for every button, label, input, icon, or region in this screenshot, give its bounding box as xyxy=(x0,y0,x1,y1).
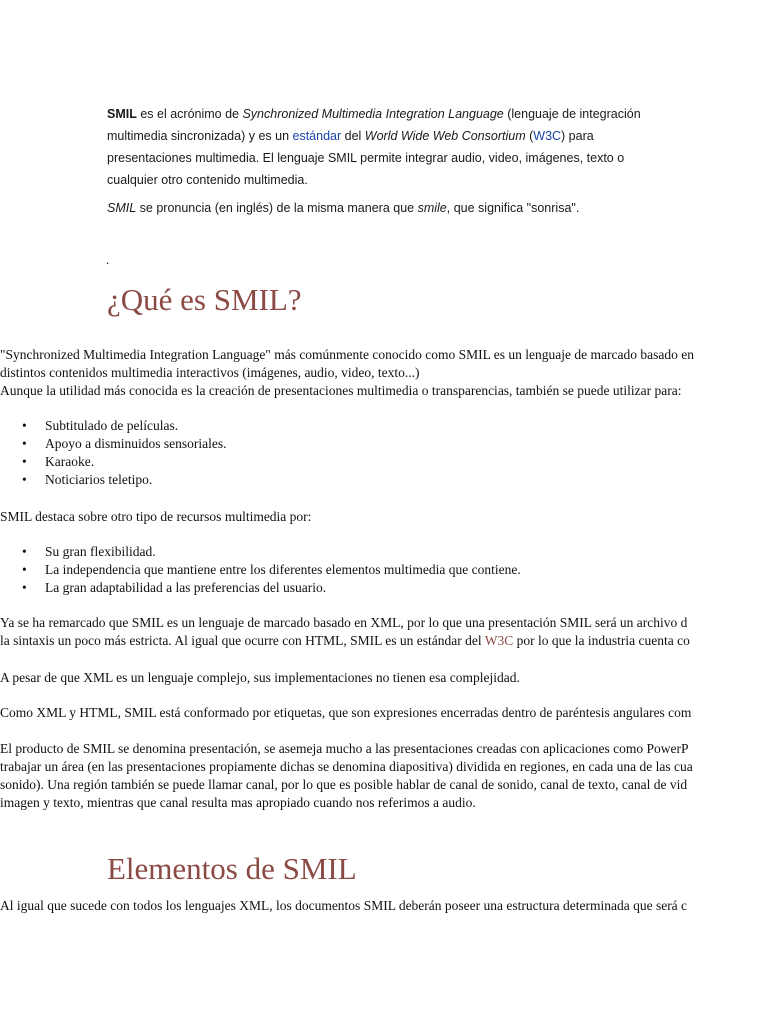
smil-bold: SMIL xyxy=(107,107,137,121)
text-fragment: por lo que la industria cuenta co xyxy=(513,633,690,648)
pronunciation-paragraph xyxy=(107,197,667,219)
list-item: • Karaoke. xyxy=(0,453,227,471)
w3c-link-2[interactable]: W3C xyxy=(484,633,514,648)
text-line: trabajar un área (en las presentaciones propiamente dichas se denomina diapositiva) dividida en regiones, en cada una de las cua xyxy=(0,759,693,774)
intro-paragraph xyxy=(107,103,667,191)
text-line: imagen y texto, mientras que canal resulta mas apropiado cuando nos referimos a audio. xyxy=(0,795,476,810)
text-line: El producto de SMIL se denomina presentación, se asemeja mucho a las presentaciones creadas con aplicaciones como PowerP xyxy=(0,741,689,756)
intro-block xyxy=(107,103,667,219)
features-intro xyxy=(0,508,768,526)
heading-elementos-de-smil: Elementos de SMIL xyxy=(107,851,357,886)
elements-paragraph xyxy=(0,897,768,915)
xml-paragraph xyxy=(0,614,768,650)
text-line: Como XML y HTML, SMIL está conformado por etiquetas, que son expresiones encerradas dentro de paréntesis angulares com xyxy=(0,705,692,720)
pronunciation-text: se pronuncia (en inglés) de la misma manera que xyxy=(136,201,418,215)
separator-dot: . xyxy=(106,252,110,267)
text-line xyxy=(0,632,768,650)
pronunciation-text: , que significa "sonrisa". xyxy=(446,201,580,215)
text-fragment: la sintaxis un poco más estricta. Al igual que ocurre con HTML, SMIL es un estándar del xyxy=(0,633,485,648)
section1-text xyxy=(0,346,768,400)
text-line: distintos contenidos multimedia interactivos (imágenes, audio, video, texto...) xyxy=(0,365,420,380)
estandar-link[interactable]: estándar xyxy=(292,129,342,143)
intro-text: ( xyxy=(525,129,534,143)
w3-consortium-italic: World Wide Web Consortium xyxy=(364,129,526,143)
smile-italic: smile xyxy=(417,201,447,215)
list-item: • Apoyo a disminuidos sensoriales. xyxy=(0,435,227,453)
list-item: • La independencia que mantiene entre los diferentes elementos multimedia que contiene. xyxy=(0,561,521,579)
intro-text: del xyxy=(341,129,365,143)
text-line: Ya se ha remarcado que SMIL es un lenguaje de marcado basado en XML, por lo que una presentación SMIL será un archivo d xyxy=(0,615,688,630)
intro-italic: Synchronized Multimedia Integration Language xyxy=(242,107,504,121)
w3c-link[interactable]: W3C xyxy=(533,129,562,143)
text-line: "Synchronized Multimedia Integration Language" más comúnmente conocido como SMIL es un lenguaje de marcado basado en xyxy=(0,347,694,362)
text-line: sonido). Una región también se puede llamar canal, por lo que es posible hablar de canal de sonido, canal de texto, canal de vid xyxy=(0,777,688,792)
complexity-paragraph xyxy=(0,669,768,687)
uses-list xyxy=(0,417,227,489)
intro-text: es el acrónimo de xyxy=(136,107,243,121)
intro-text: ) para presentaciones multimedia. El lenguaje SMIL permite integrar audio, video, imágenes, texto o cualquier otro contenido multimedia. xyxy=(107,129,625,187)
intro-text: (lenguaje de integración multimedia sincronizada) y es un xyxy=(107,107,641,143)
features-list xyxy=(0,543,521,597)
text-line: A pesar de que XML es un lenguaje complejo, sus implementaciones no tienen esa complejidad. xyxy=(0,670,520,685)
list-item: • Su gran flexibilidad. xyxy=(0,543,521,561)
smil-italic: SMIL xyxy=(107,201,137,215)
text-line: Aunque la utilidad más conocida es la creación de presentaciones multimedia o transparencias, también se puede utilizar para: xyxy=(0,383,682,398)
presentation-paragraph xyxy=(0,740,768,812)
text-line: SMIL destaca sobre otro tipo de recursos multimedia por: xyxy=(0,509,312,524)
list-item: • Noticiarios teletipo. xyxy=(0,471,227,489)
text-line: Al igual que sucede con todos los lenguajes XML, los documentos SMIL deberán poseer una estructura determinada que será c xyxy=(0,898,688,913)
heading-que-es-smil: ¿Qué es SMIL? xyxy=(107,282,302,317)
list-item: • Subtitulado de películas. xyxy=(0,417,227,435)
tags-paragraph xyxy=(0,704,768,722)
list-item: • La gran adaptabilidad a las preferencias del usuario. xyxy=(0,579,521,597)
